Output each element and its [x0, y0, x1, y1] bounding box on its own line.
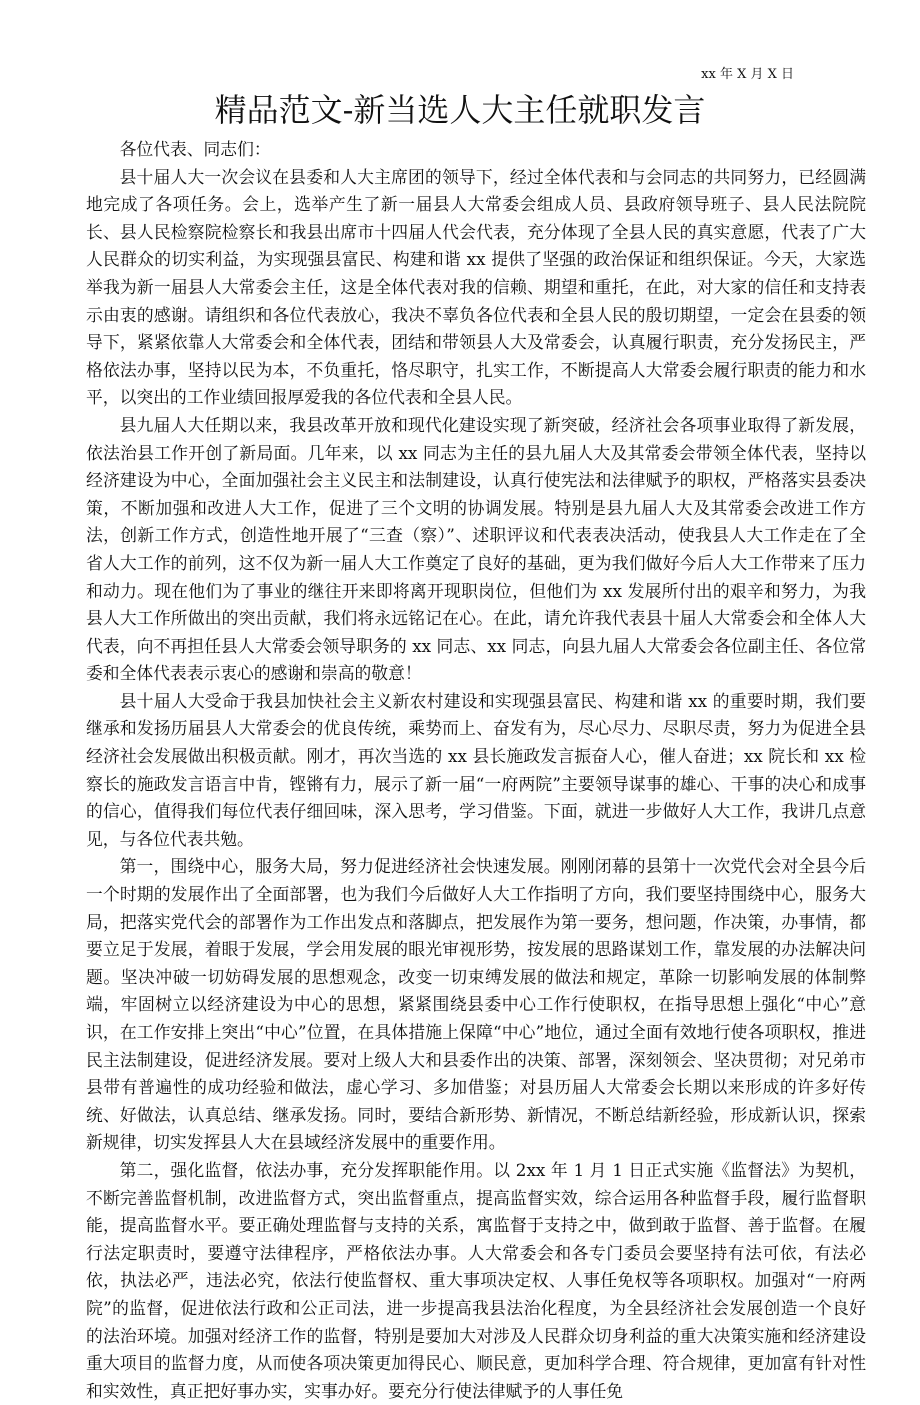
document-body	[86, 136, 866, 1405]
salutation: 各位代表、同志们：	[119, 139, 271, 159]
body-paragraph: 第一，围绕中心，服务大局，努力促进经济社会快速发展。刚刚闭幕的县第十一次党代会对全县今后一个时期的发展作出了全面部署，也为我们今后做好人大工作指明了方向，我们要坚持围绕中心，服务大局，把落实党代会的部署作为工作出发点和落脚点，把发展作为第一要务，想问题，作决策，办事情，都要立足于发展，着眼于发展，学会用发展的眼光审视形势，按发展的思路谋划工作，靠发展的办法解决问题。坚决冲破一切妨碍发展的思想观念，改变一切束缚发展的做法和规定，革除一切影响发展的体制弊端，牢固树立以经济建设为中心的思想，紧紧围绕县委中心工作行使职权，在指导思想上强化“中心”意识，在工作安排上突出“中心”位置，在具体措施上保障“中心”地位，通过全面有效地行使各项职权，推进民主法制建设，促进经济发展。要对上级人大和县委作出的决策、部署，深刻领会、坚决贯彻；对兄弟市县带有普遍性的成功经验和做法，虚心学习、多加借鉴；对县历届人大常委会长期以来形成的许多好传统、好做法，认真总结、继承发扬。同时，要结合新形势、新情况，不断总结新经验，形成新认识，探索新规律，切实发挥县人大在县域经济发展中的重要作用。	[86, 856, 866, 1153]
document-title: 精品范文-新当选人大主任就职发言	[214, 91, 706, 129]
document-date: xx 年 X 月 X 日	[701, 67, 794, 82]
body-paragraph: 县十届人大一次会议在县委和人大主席团的领导下，经过全体代表和与会同志的共同努力，已经圆满地完成了各项任务。会上，选举产生了新一届县人大常委会组成人员、县政府领导班子、县人民法院院长、县人民检察院检察长和我县出席市十四届人代会代表，充分体现了全县人民的真实意愿，代表了广大人民群众的切实利益，为实现强县富民、构建和谐 xx 提供了坚强的政治保证和组织保证。今天，大家选举我为新一届县人大常委会主任，这是全体代表对我的信赖、期望和重托，在此，对大家的信任和支持表示由衷的感谢。请组织和各位代表放心，我决不辜负各位代表和全县人民的殷切期望，一定会在县委的领导下，紧紧依靠人大常委会和全体代表，团结和带领县人大及常委会，认真履行职责，充分发扬民主，严格依法办事，坚持以民为本，不负重托，恪尽职守，扎实工作，不断提高人大常委会履行职责的能力和水平，以突出的工作业绩回报厚爱我的各位代表和全县人民。	[86, 166, 866, 408]
body-paragraph: 县九届人大任期以来，我县改革开放和现代化建设实现了新突破，经济社会各项事业取得了新发展，依法治县工作开创了新局面。几年来，以 xx 同志为主任的县九届人大及其常委会带领全体代表，坚持以经济建设为中心，全面加强社会主义民主和法制建设，认真行使宪法和法律赋予的职权，严格落实县委决策，不断加强和改进人大工作，促进了三个文明的协调发展。特别是县九届人大及其常委会改进工作方法，创新工作方式，创造性地开展了“三查（察）”、述职评议和代表表决活动，使我县人大工作走在了全省人大工作的前列，这不仅为新一届人大工作奠定了良好的基础，更为我们做好今后人大工作带来了压力和动力。现在他们为了事业的继往开来即将离开现职岗位，但他们为 xx 发展所付出的艰辛和努力，为我县人大工作所做出的突出贡献，我们将永远铭记在心。在此，请允许我代表县十届人大常委会和全体人大代表，向不再担任县人大常委会领导职务的 xx 同志、xx 同志，向县九届人大常委会各位副主任、各位常委和全体代表表示衷心的感谢和崇高的敬意！	[86, 414, 866, 684]
body-paragraph: 第二，强化监督，依法办事，充分发挥职能作用。以 2xx 年 1 月 1 日正式实施《监督法》为契机，不断完善监督机制，改进监督方式，突出监督重点，提高监督实效，综合运用各种监督手段，履行监督职能，提高监督水平。要正确处理监督与支持的关系，寓监督于支持之中，做到敢于监督、善于监督。在履行法定职责时，要遵守法律程序，严格依法办事。人大常委会和各专门委员会要坚持有法可依，有法必依，执法必严，违法必究，依法行使监督权、重大事项决定权、人事任免权等各项职权。加强对“一府两院”的监督，促进依法行政和公正司法，进一步提高我县法治化程度，为全县经济社会发展创造一个良好的法治环境。加强对经济工作的监督，特别是要加大对涉及人民群众切身利益的重大决策实施和经济建设重大项目的监督力度，从而使各项决策更加得民心、顺民意，更加科学合理、符合规律，更加富有针对性和实效性，真正把好事办实，实事办好。要充分行使法律赋予的人事任免	[86, 1159, 866, 1401]
body-paragraph: 县十届人大受命于我县加快社会主义新农村建设和实现强县富民、构建和谐 xx 的重要时期，我们要继承和发扬历届县人大常委会的优良传统，乘势而上、奋发有为，尽心尽力、尽职尽责，努力为促进全县经济社会发展做出积极贡献。刚才，再次当选的 xx 县长施政发言振奋人心，催人奋进；xx 院长和 xx 检察长的施政发言语言中肯，铿锵有力，展示了新一届“一府两院”主要领导谋事的雄心、干事的决心和成事的信心，值得我们每位代表仔细回味，深入思考，学习借鉴。下面，就进一步做好人大工作，我讲几点意见，与各位代表共勉。	[86, 690, 866, 849]
